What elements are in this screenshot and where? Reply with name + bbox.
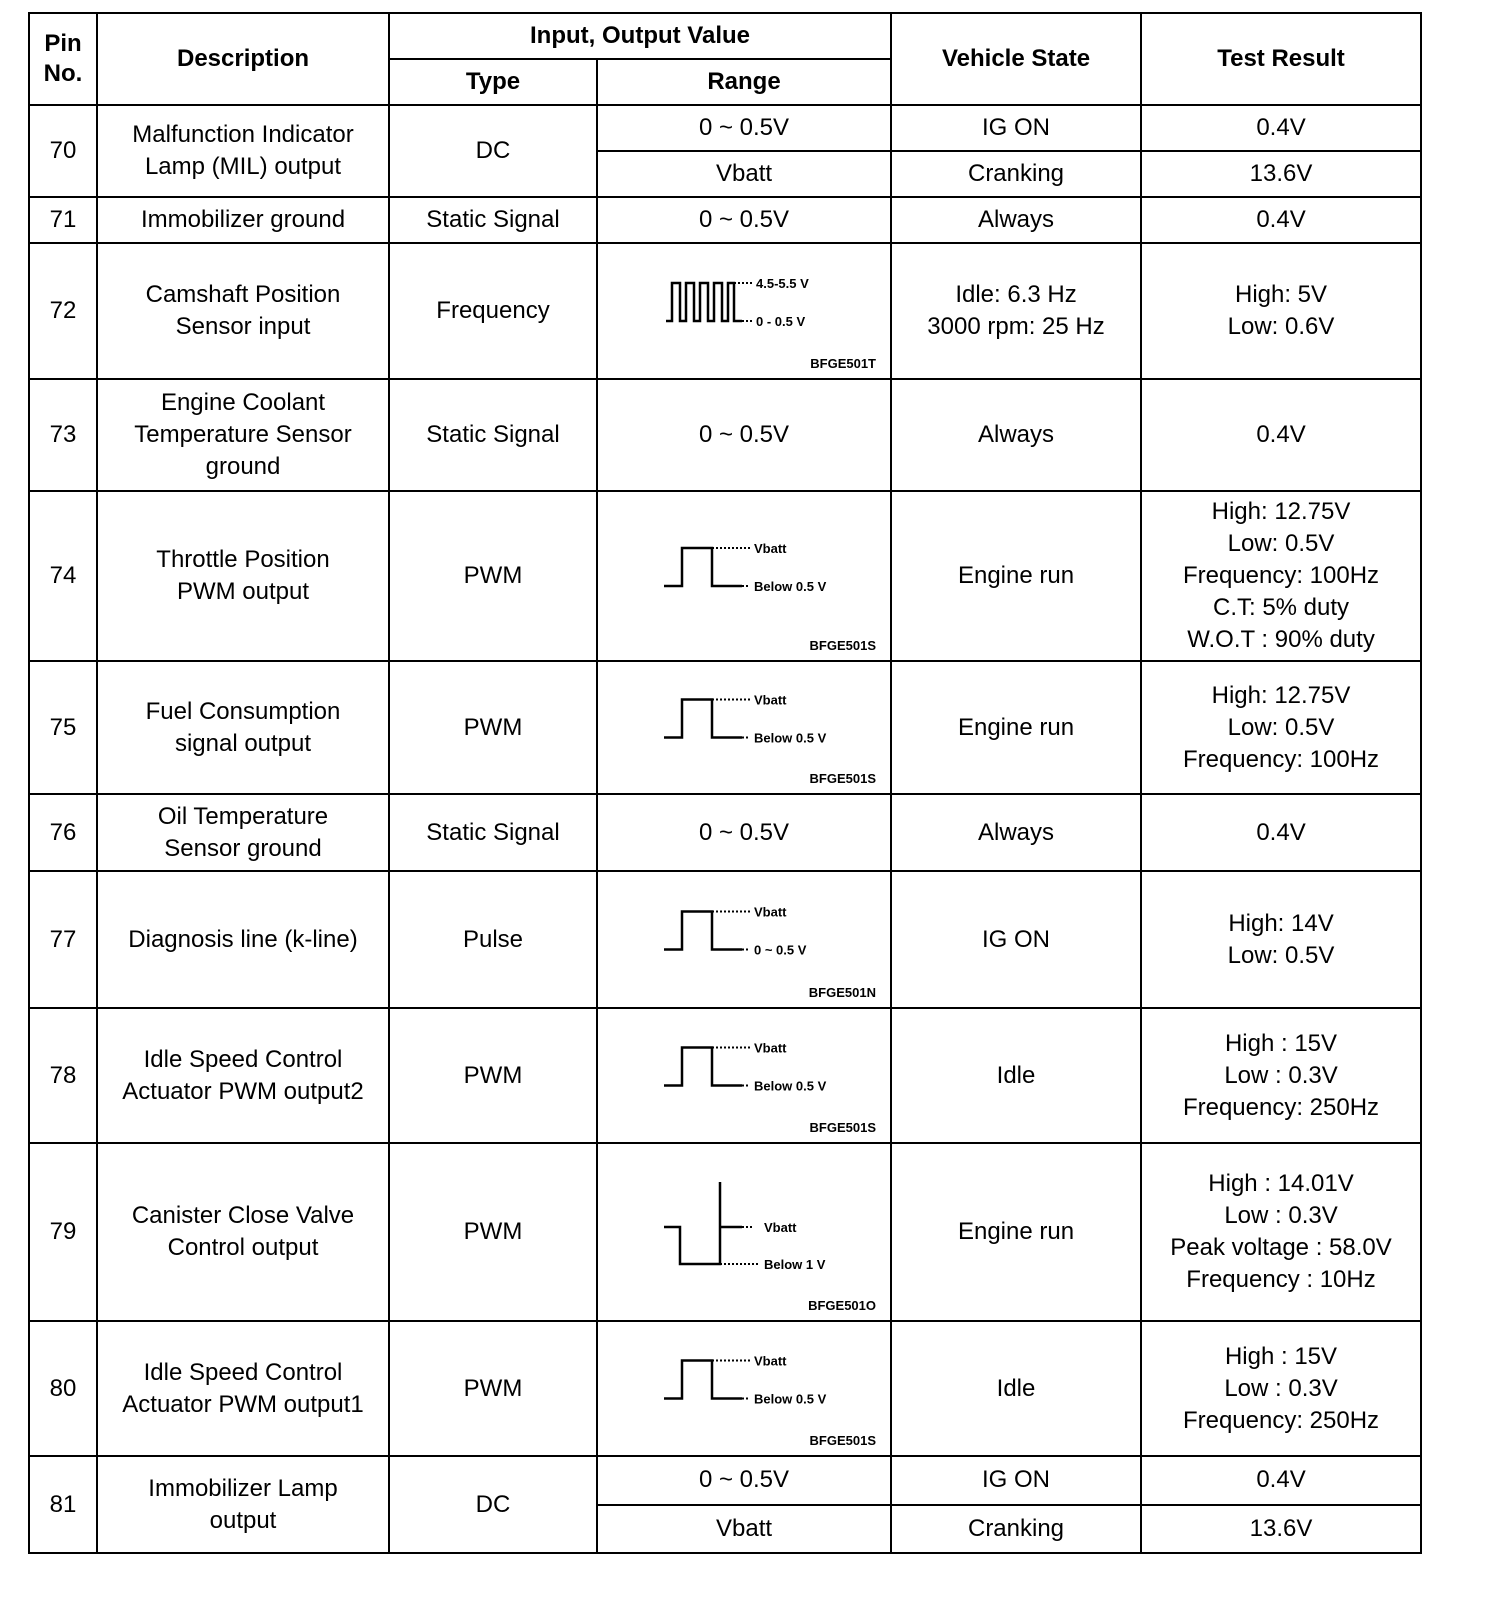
low-level-label: Below 0.5 V [754,1391,827,1407]
range-waveform [597,491,891,661]
pin-number: 81 [29,1456,97,1553]
waveform-diagram [604,1011,884,1140]
table-row [29,379,1421,491]
figure-code: BFGE501N [808,985,876,1000]
test-result-line: High: 12.75V [1211,681,1351,709]
description-cell [97,1143,389,1321]
vehicle-state: IG ON [891,1456,1141,1505]
test-result [1141,661,1421,794]
figure-code: BFGE501S [809,771,876,786]
header-pin: Pin No. [29,13,97,105]
pulse-wave [664,1048,742,1086]
range-value: 0 ~ 0.5V [597,794,891,871]
range-waveform [597,1008,891,1143]
pin-number: 79 [29,1143,97,1321]
square-wave [666,283,742,321]
vehicle-state-line: Engine run [957,1218,1075,1245]
vehicle-state: IG ON [891,105,1141,151]
vehicle-state [891,794,1141,871]
vehicle-state [891,871,1141,1008]
high-level-label: Vbatt [754,541,787,556]
signal-type: PWM [389,1008,597,1143]
waveform-diagram [604,1324,884,1453]
range-waveform [597,1143,891,1321]
signal-type: Frequency [389,243,597,379]
description-cell [97,794,389,871]
vehicle-state [891,491,1141,661]
description-line: Sensor ground [164,834,322,862]
waveform-diagram [604,1146,884,1318]
test-result [1141,379,1421,491]
description-line: Lamp (MIL) output [144,153,342,180]
table-row [29,243,1421,379]
vehicle-state-line: Engine run [957,713,1075,741]
vehicle-state-line: Engine run [957,562,1075,589]
test-result-line: Low: 0.5V [1227,530,1335,557]
vehicle-state [891,1143,1141,1321]
description-line: Engine Coolant [160,389,326,416]
test-result [1141,197,1421,243]
vehicle-state-line: Always [978,421,1055,448]
pin-number: 74 [29,491,97,661]
high-level-label: 4.5-5.5 V [756,276,809,291]
signal-type: PWM [389,491,597,661]
high-level-label: Vbatt [754,1040,787,1056]
description-line: Temperature Sensor [134,421,352,448]
description-line: Camshaft Position [145,281,341,308]
signal-type: Static Signal [389,794,597,871]
test-result-line: High: 14V [1228,909,1334,937]
pulse-wave [664,912,742,950]
test-result-line: Frequency: 100Hz [1182,745,1380,773]
table-row [29,105,1421,151]
header-vehicle-state: Vehicle State [891,13,1141,105]
low-level-label: 0 - 0.5 V [756,314,806,329]
low-level-label: Below 1 V [764,1257,826,1272]
test-result-line: 0.4V [1256,818,1306,846]
description-line: Idle Speed Control [143,1358,343,1386]
range-value: Vbatt [597,151,891,197]
description-line: Actuator PWM output1 [122,1390,364,1418]
vehicle-state [891,197,1141,243]
description-line: Fuel Consumption [145,697,341,725]
vehicle-state-line: Idle [996,1061,1036,1089]
description-line: Throttle Position [156,546,330,573]
vehicle-state: Cranking [891,1505,1141,1554]
description-line: ground [205,453,281,480]
test-result [1141,243,1421,379]
description-line: Diagnosis line (k-line) [128,925,358,953]
test-result-line: W.O.T : 90% duty [1187,626,1375,653]
vehicle-state-line: 3000 rpm: 25 Hz [927,313,1105,340]
table-row [29,1321,1421,1456]
test-result-line: High: 5V [1234,281,1328,308]
description-cell [97,243,389,379]
description-line: Malfunction Indicator [132,121,354,148]
description-cell [97,871,389,1008]
test-result: 13.6V [1141,151,1421,197]
table-row [29,491,1421,661]
high-level-label: Vbatt [754,1353,787,1369]
test-result [1141,491,1421,661]
description-line: PWM output [176,578,310,605]
test-result: 13.6V [1141,1505,1421,1554]
figure-code: BFGE501S [809,1433,876,1448]
test-result-line: Low: 0.6V [1227,313,1335,340]
vehicle-state: Cranking [891,151,1141,197]
table-row [29,1143,1421,1321]
test-result-line: Frequency: 250Hz [1182,1406,1380,1434]
range-value: 0 ~ 0.5V [597,1456,891,1505]
test-result-line: High : 15V [1224,1342,1338,1370]
table-row [29,197,1421,243]
header-test-result: Test Result [1141,13,1421,105]
pin-number: 80 [29,1321,97,1456]
signal-type: PWM [389,1321,597,1456]
signal-type: Pulse [389,871,597,1008]
test-result [1141,1008,1421,1143]
high-level-label: Vbatt [764,1220,797,1235]
table-row [29,661,1421,794]
figure-code: BFGE501S [809,1120,876,1135]
waveform-diagram [604,664,884,791]
pin-number: 78 [29,1008,97,1143]
header-type: Type [389,59,597,105]
description-line: Control output [167,1234,319,1261]
pin-number: 71 [29,197,97,243]
description-line: Canister Close Valve [131,1202,355,1229]
signal-type: Static Signal [389,379,597,491]
description-cell [97,1321,389,1456]
signal-type: PWM [389,1143,597,1321]
range-waveform [597,871,891,1008]
test-result-line: Low: 0.5V [1227,941,1335,969]
test-result: 0.4V [1141,1456,1421,1505]
vehicle-state-line: Idle [996,1374,1036,1402]
description-cell [97,197,389,243]
description-line: Oil Temperature [157,802,329,830]
vehicle-state-line: Always [978,818,1055,846]
header-range: Range [597,59,891,105]
low-level-label: Below 0.5 V [754,1078,827,1094]
description-line: Actuator PWM output2 [122,1077,364,1105]
waveform-diagram [604,874,884,1005]
figure-code: BFGE501T [810,356,876,371]
description-cell [97,1008,389,1143]
test-result-line: Low : 0.3V [1224,1061,1338,1089]
vehicle-state-line: Always [978,206,1055,233]
description-line: Idle Speed Control [143,1045,343,1073]
description-cell [97,661,389,794]
test-result [1141,1321,1421,1456]
range-value: Vbatt [597,1505,891,1554]
vehicle-state-line: Idle: 6.3 Hz [955,281,1077,308]
figure-code: BFGE501O [808,1298,876,1313]
description-line: Immobilizer Lamp [148,1474,338,1502]
waveform-diagram [604,494,884,658]
test-result-line: Frequency : 10Hz [1186,1266,1376,1293]
test-result: 0.4V [1141,105,1421,151]
test-result-line: 0.4V [1256,421,1306,448]
vehicle-state [891,1008,1141,1143]
range-value: 0 ~ 0.5V [597,197,891,243]
high-level-label: Vbatt [754,692,787,708]
vehicle-state [891,379,1141,491]
pulse-wave [664,548,742,586]
test-result-line: C.T: 5% duty [1212,594,1350,621]
vehicle-state-line: IG ON [982,925,1051,953]
test-result-line: Low : 0.3V [1224,1374,1338,1402]
description-cell [97,491,389,661]
description-cell [97,379,389,491]
pin-number: 77 [29,871,97,1008]
pin-number: 70 [29,105,97,197]
table-row [29,871,1421,1008]
header-io-value: Input, Output Value [389,13,891,59]
test-result-line: Peak voltage : 58.0V [1170,1234,1392,1261]
test-result [1141,871,1421,1008]
range-value: 0 ~ 0.5V [597,379,891,491]
test-result-line: High : 15V [1224,1029,1338,1057]
test-result [1141,1143,1421,1321]
pin-number: 73 [29,379,97,491]
signal-type: DC [389,105,597,197]
table-row [29,1008,1421,1143]
vehicle-state [891,1321,1141,1456]
description-line: Sensor input [175,313,311,340]
high-level-label: Vbatt [754,904,787,920]
signal-type: DC [389,1456,597,1553]
test-result [1141,794,1421,871]
pin-number: 75 [29,661,97,794]
figure-code: BFGE501S [809,638,876,653]
low-level-label: 0 ~ 0.5 V [754,942,807,958]
range-value: 0 ~ 0.5V [597,105,891,151]
low-level-label: Below 0.5 V [754,730,827,746]
header-description: Description [97,13,389,105]
description-cell [97,1456,389,1553]
pin-spec-table [28,12,1422,1554]
pulse-wave [664,1361,742,1399]
spike-wave [664,1182,742,1264]
test-result-line: Low: 0.5V [1227,713,1335,741]
test-result-line: High : 14.01V [1208,1170,1354,1197]
table-row [29,1456,1421,1505]
test-result-line: Frequency: 250Hz [1182,1093,1380,1121]
pulse-wave [664,700,742,738]
signal-type: PWM [389,661,597,794]
vehicle-state [891,661,1141,794]
signal-type: Static Signal [389,197,597,243]
description-line: signal output [174,729,312,757]
test-result-line: Frequency: 100Hz [1182,562,1380,589]
range-waveform [597,661,891,794]
description-cell [97,105,389,197]
description-line: Immobilizer ground [140,206,346,233]
vehicle-state [891,243,1141,379]
test-result-line: 0.4V [1256,206,1306,233]
range-waveform [597,243,891,379]
table-row [29,794,1421,871]
waveform-diagram [604,246,884,376]
low-level-label: Below 0.5 V [754,579,827,594]
test-result-line: Low : 0.3V [1224,1202,1338,1229]
test-result-line: High: 12.75V [1211,498,1351,525]
description-line: output [209,1506,277,1534]
pin-number: 76 [29,794,97,871]
pin-number: 72 [29,243,97,379]
range-waveform [597,1321,891,1456]
